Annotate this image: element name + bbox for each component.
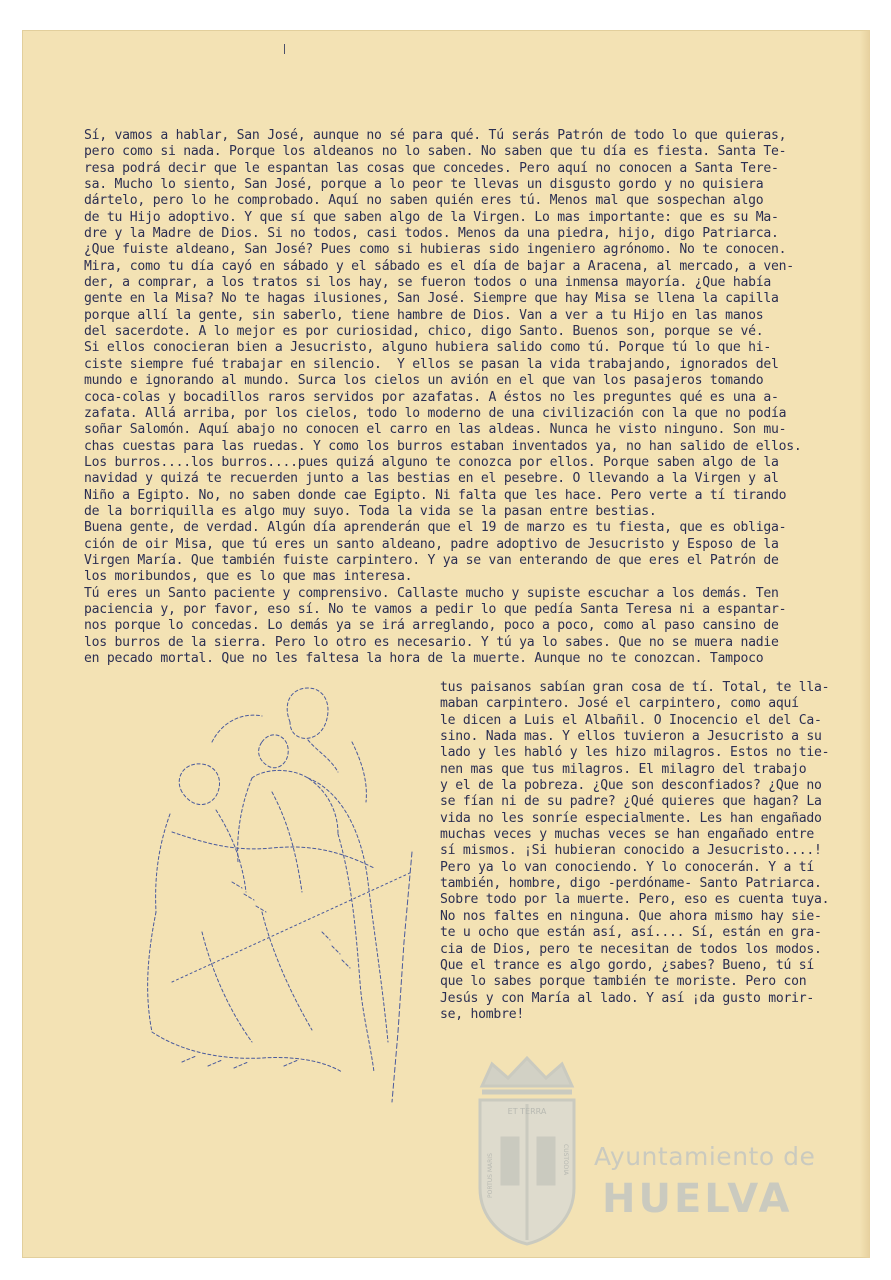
typed-line: der, a comprar, a los tratos si los hay, se fueron todos o una inmensa mayoría. ¿Que había <box>84 275 771 291</box>
typed-line: nos porque lo concedas. Lo demás ya se irá arreglando, poco a poco, como al paso cansino de <box>84 618 779 634</box>
typed-line: de tu Hijo adoptivo. Y que sí que saben algo de la Virgen. Lo mas importante: que es su Ma- <box>84 209 779 225</box>
typed-line: tus paisanos sabían gran cosa de tí. Total, te lla- <box>440 680 830 695</box>
typed-line: gente en la Misa? No te hagas ilusiones, San José. Siempre que hay Misa se llena la capilla <box>84 291 779 307</box>
typed-line: Que el trance es algo gordo, ¿sabes? Bueno, tú sí <box>440 957 815 973</box>
margin-mark <box>284 44 285 54</box>
typed-line: sino. Nada mas. Y ellos tuvieron a Jesucristo a su <box>440 729 822 745</box>
typed-line: lado y les habló y les hizo milagros. Estos no tie- <box>440 745 830 761</box>
typed-line: resa podrá decir que le espantan las cosas que concedes. Pero aquí no conocen a Santa Tere- <box>84 160 779 176</box>
typed-line: también, hombre, digo -perdóname- Santo Patriarca. <box>440 876 822 892</box>
typed-line: Sobre todo por la muerte. Pero, eso es cuenta tuya. <box>440 892 830 908</box>
typed-line: muchas veces y muchas veces se han engañado entre <box>440 827 815 843</box>
typed-line: que lo sabes porque también te moriste. Pero con <box>440 974 807 990</box>
typed-line: coca-colas y bocadillos raros servidos por azafatas. A éstos no les preguntes qué es una a- <box>84 389 779 405</box>
typed-line: sí mismos. ¡Si hubieran conocido a Jesucristo....! <box>440 843 822 859</box>
typed-line: los burros de la sierra. Pero lo otro es necesario. Y tú ya lo sabes. Que no se muera nadie <box>84 634 779 650</box>
typed-line: se fían ni de su padre? ¿Qué quieres que hagan? La <box>440 794 822 810</box>
typed-line: de la borriquilla es algo muy suyo. Toda la vida se la pasan entre bestias. <box>84 503 657 519</box>
typed-line: los moribundos, que es lo que mas interesa. <box>84 569 413 585</box>
typed-line: Buena gente, de verdad. Algún día aprenderán que el 19 de marzo es tu fiesta, que es obliga- <box>84 520 787 536</box>
typed-text-lower <box>440 680 829 1023</box>
typed-line: Los burros....los burros....pues quizá alguno te conozca por ellos. Porque saben algo de la <box>84 454 779 470</box>
typed-line: Sí, vamos a hablar, San José, aunque no sé para qué. Tú serás Patrón de todo lo que quieras, <box>84 128 787 143</box>
typed-line: te u ocho que están así, así.... Sí, están en gra- <box>440 925 822 941</box>
typed-line: porque allí la gente, sin saberlo, tiene hambre de Dios. Van a ver a tu Hijo en las manos <box>84 307 764 323</box>
typed-line: zafata. Allá arriba, por los cielos, todo lo moderno de una civilización con la que no podía <box>84 405 787 421</box>
typed-line: se, hombre! <box>440 1006 524 1022</box>
typed-line: soñar Salomón. Aquí abajo no conocen el carro en las aldeas. Nunca he visto ninguno. Son mu- <box>84 422 787 438</box>
shield-text-left: PORTUS MARIS <box>487 1153 494 1198</box>
typed-line: Tú eres un Santo paciente y comprensivo. Callaste mucho y supiste escuchar a los demás. Ten <box>84 585 779 601</box>
typed-line: ción de oir Misa, que tú eres un santo aldeano, padre adoptivo de Jesucristo y Esposo de la <box>84 536 779 552</box>
typed-line: le dicen a Luis el Albañil. O Inocencio el del Ca- <box>440 712 822 728</box>
ayuntamiento-huelva-watermark <box>452 1048 834 1248</box>
typed-line: chas cuestas para las ruedas. Y como los burros estaban inventados ya, no han salido de ellos. <box>84 438 802 454</box>
typed-line: paciencia y, por favor, eso sí. No te vamos a pedir lo que pedía Santa Teresa ni a espantar- <box>84 601 787 617</box>
coat-of-arms-icon <box>452 1048 602 1248</box>
typed-line: dártelo, pero lo he comprobado. Aquí no saben quién eres tú. Menos mal que sospechan algo <box>84 193 764 209</box>
typed-line: en pecado mortal. Que no les faltesa la hora de la muerte. Aunque no te conozcan. Tampoco <box>84 651 764 666</box>
typed-line: cia de Dios, pero te necesitan de todos los modos. <box>440 941 822 957</box>
watermark-line-huelva: HUELVA <box>602 1176 793 1222</box>
typed-line: mundo e ignorando al mundo. Surca los cielos un avión en el que van los pasajeros tomando <box>84 373 764 389</box>
typed-line: maban carpintero. José el carpintero, como aquí <box>440 696 799 712</box>
shield-text-top: ET TERRA <box>507 1107 547 1116</box>
typed-line: No nos faltes en ninguna. Que ahora mismo hay sie- <box>440 908 822 924</box>
typed-line: sa. Mucho lo siento, San José, porque a lo peor te llevas un disgusto gordo y no quisiera <box>84 177 764 193</box>
watermark-line-ayuntamiento: Ayuntamiento de <box>594 1142 816 1171</box>
typed-line: Virgen María. Que también fuiste carpintero. Y ya se van enterando de que eres el Patrón de <box>84 552 779 568</box>
typed-line: dre y la Madre de Dios. Si no todos, casi todos. Menos da una piedra, hijo, digo Patriarca. <box>84 226 779 242</box>
typed-line: Si ellos conocieran bien a Jesucristo, alguno hubiera salido como tú. Porque tú lo que hi- <box>84 340 771 356</box>
typed-line: pero como si nada. Porque los aldeanos no lo saben. No saben que tu día es fiesta. Santa Te- <box>84 144 787 160</box>
shield-text-right: CUSTODIA <box>562 1144 569 1176</box>
typed-line: ¿Que fuiste aldeano, San José? Pues como si hubieras sido ingeniero agrónomo. No te conocen. <box>84 242 787 258</box>
saint-joseph-sketch <box>112 682 452 1112</box>
typed-line: vida no les sonríe especialmente. Les han engañado <box>440 810 822 826</box>
typed-line: nen mas que tus milagros. El milagro del trabajo <box>440 761 807 777</box>
typed-line: Mira, como tu día cayó en sábado y el sábado es el día de bajar a Aracena, al mercado, a ven- <box>84 258 794 274</box>
typed-line: del sacerdote. A lo mejor es por curiosidad, chico, digo Santo. Buenos son, porque se vé. <box>84 324 764 340</box>
typed-line: y el de la pobreza. ¿Que son desconfiados? ¿Que no <box>440 778 822 794</box>
typed-line: Niño a Egipto. No, no saben donde cae Egipto. Ni falta que les hace. Pero verte a tí tirando <box>84 487 787 503</box>
typed-line: ciste siempre fué trabajar en silencio. Y ellos se pasan la vida trabajando, ignorados del <box>84 356 779 372</box>
typed-line: Pero ya lo van conociendo. Y lo conocerán. Y a tí <box>440 859 815 875</box>
typed-text-upper <box>84 128 802 667</box>
typed-line: Jesús y con María al lado. Y así ¡da gusto morir- <box>440 990 815 1006</box>
typed-line: navidad y quizá te recuerden junto a las bestias en el pesebre. O llevando a la Virgen y al <box>84 471 779 487</box>
